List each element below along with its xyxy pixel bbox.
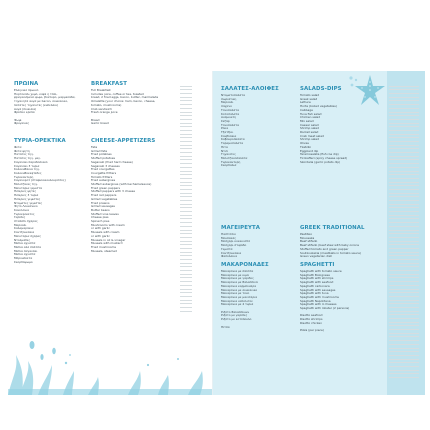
menu-item: Τηγανίτες <box>221 153 236 157</box>
menu-item: Tzatziki <box>300 145 311 149</box>
menu-item: Mussels with mustard <box>91 242 123 246</box>
menu-item: Moussaka <box>300 236 315 240</box>
menu-item: Μακαρόνια με 4 τυριά <box>221 303 254 307</box>
menu-item: Ελληνικό πρωινό <box>14 89 39 92</box>
menu-item: Stuffed aubergines (with bechamelsauce) <box>91 183 152 187</box>
menu-item: Ντολμάδες <box>14 238 31 242</box>
menu-item: Fried prawns <box>91 201 110 205</box>
menu-item: Πίτα <box>221 145 228 149</box>
menu-item: Ντομάτες γεμιστές <box>14 201 43 205</box>
menu-item: Saganaki 3 cheeses <box>91 164 120 168</box>
menu-item: Κολοκυθάκια τηγ. <box>14 168 40 172</box>
menu-item: Risotto seafood <box>300 314 323 318</box>
menu-item: Κανελόνια <box>14 208 29 212</box>
menu-item: Crab meat salad <box>300 134 324 138</box>
section-proina <box>14 81 88 126</box>
menu-item: Stuffed tomato and green pepper <box>300 247 349 251</box>
menu-item: Καβουροσαλάτα <box>221 138 245 142</box>
menu-item: tomato, mushrooms) <box>91 103 122 107</box>
menu-item: Μύδια σαγανάκι <box>14 249 38 253</box>
menu-item: Φασολάκια <box>221 255 237 259</box>
menu-item: Γαρίδες <box>14 216 26 220</box>
section-title: BREAKFAST <box>91 81 127 87</box>
section-title: ΜΑΓΕΙΡΕΥΤΑ <box>221 225 261 231</box>
menu-item: Σαγανάκι παραδοσιακό <box>14 160 48 164</box>
menu-item: Courgette fritters <box>91 171 117 175</box>
menu-item: Μύδια αλλ σάλτσα <box>14 245 41 249</box>
menu-item: Horta (boiled vegetables) <box>300 105 337 109</box>
menu-item: Taramosalata (fish roe dip) <box>300 153 339 157</box>
menu-item: Beef stifado <box>300 240 318 244</box>
menu-item: Spaghetti with lobster (2 persons) <box>300 307 350 311</box>
menu-item: Bread <box>91 118 100 122</box>
menu-item: Spaghetti Napolitana <box>300 299 331 303</box>
price-column <box>180 83 192 312</box>
menu-item: Green vegetarian dish <box>300 255 333 259</box>
menu-left-page <box>8 71 213 395</box>
menu-item: Σκορδαλιά <box>221 164 237 168</box>
menu-item: Ρόκα <box>221 127 229 131</box>
menu-item: Spinach pies <box>91 220 110 224</box>
menu-item: Μαρούλι <box>14 223 27 227</box>
menu-item: Ριζότο με κοτόπουλο <box>221 318 252 322</box>
menu-item: πατάτες τηγανιτές (κυπελάκι) <box>14 103 59 107</box>
menu-item: Ψητό Λουκάνικο <box>14 205 38 209</box>
menu-item: Spaghetti with tuna <box>300 292 329 296</box>
menu-item: Spaghetti with seafood <box>300 281 334 285</box>
menu-item: Skordalia (garlic potato dip) <box>300 160 341 164</box>
menu-item: Πιπεριές γεμιστές <box>14 197 41 201</box>
section-spaghetti <box>300 262 380 333</box>
menu-item: Τονοσαλάτα <box>221 108 239 112</box>
menu-item: Καλαμαράκια <box>14 227 34 231</box>
menu-item: Μελιτζανοσαλάτα <box>221 156 248 160</box>
menu-item: Soutzoukakia (meatballs in tomato sauce) <box>300 251 361 255</box>
menu-item: Φέτα ψητή <box>14 149 30 153</box>
menu-item: Μοσχάρι στιφάδο <box>221 244 247 248</box>
menu-item: τηγανητά αυγά με bacon, λουκάνικο, <box>14 100 69 104</box>
menu-item: Spaghetti with mushrooms <box>300 295 339 299</box>
menu-item: Full Breakfast <box>91 89 111 92</box>
section-title: CHEESE-APPETIZERS <box>91 138 156 144</box>
menu-item: Pizza (per piece) <box>300 329 324 333</box>
menu-item: Stuffed peppers with 3 cheese <box>91 190 136 194</box>
menu-item: Stuffed vine leaves <box>91 212 119 216</box>
menu-item: Μύδια αχνιστά <box>14 253 36 257</box>
menu-item: Μοσχάρι κοκκινιστό <box>221 240 251 244</box>
section-cheese-appetizers <box>91 138 171 253</box>
menu-item: Φρέσκο κρέπα <box>14 111 35 115</box>
menu-item: Risotto shrimps <box>300 318 323 322</box>
menu-item: Fried aubergines <box>91 179 116 183</box>
menu-item: Κολοκυθοκεφτέδες <box>14 171 42 175</box>
menu-item: Grilled vegetables <box>91 197 118 201</box>
menu-item: Risotto chicken <box>300 321 323 325</box>
section-breakfast <box>91 81 171 126</box>
menu-item: Chicken salad <box>300 116 321 120</box>
menu-item: Μπρουσκέτα <box>14 257 33 261</box>
menu-item: Fried green peppers <box>91 186 120 190</box>
menu-item: Cabbage <box>300 108 313 112</box>
menu-item: Μύδια αχνιστά <box>14 242 36 246</box>
menu-item: Ριζότο θαλασσινών <box>221 310 250 314</box>
menu-item: Σεζάρ <box>221 119 230 123</box>
section-title: ΠΡΩΙΝΑ <box>14 81 39 87</box>
section-title: SALADS-DIPS <box>300 86 342 92</box>
menu-item: Μακαρόνια με τόνο <box>221 292 250 296</box>
menu-item: Πίτσα <box>221 325 230 329</box>
menu-item: Μακαρόνια με μανιτάρια <box>221 295 258 299</box>
menu-item: Cheese pies <box>91 216 109 220</box>
menu-item: Saganaki (fried hard cheese) <box>91 160 133 164</box>
menu-item: Tuna fish salad <box>300 112 322 116</box>
menu-item: Caesar salad <box>300 123 319 127</box>
menu-item: Ντοματοσαλάτα <box>221 94 245 97</box>
menu-item: Greek salad <box>300 97 318 101</box>
menu-item: Mix salad <box>300 119 314 123</box>
menu-item: Mushrooms with cream <box>91 223 125 227</box>
menu-item: Spaghetti with tomato sauce <box>300 270 342 273</box>
menu-item: Φρυγανιές <box>14 122 30 126</box>
menu-item: Μακαρόνια καρμπονάρα <box>221 284 257 288</box>
menu-item: Eggplant dip <box>300 149 319 153</box>
section-salates <box>221 86 297 168</box>
menu-item: Λάχανο <box>221 105 232 109</box>
menu-item: Σαγανάκι 3 τυριά <box>14 164 40 168</box>
menu-item: Fried mushrooms <box>91 245 116 249</box>
menu-item: bread, 2 fried eggs, bacon, butter, marmalade <box>91 96 159 100</box>
menu-right-page <box>213 71 425 395</box>
menu-item: Ντιπ <box>221 149 228 153</box>
menu-item: Μελιτζάνες τηγ. <box>14 183 38 187</box>
section-greek-traditional <box>300 225 380 259</box>
menu-item: Mussels, steamed <box>91 249 117 253</box>
menu-item: Spaghetti with sausages <box>300 288 336 292</box>
menu-item: Stuffed potatoes <box>91 157 116 161</box>
section-tyria-orektika <box>14 138 88 265</box>
menu-item: Garlic bread <box>91 122 109 126</box>
menu-item: Olives <box>300 142 309 146</box>
menu-item: Ανάμεικτη <box>221 116 237 120</box>
coral-reef-icon <box>8 325 213 395</box>
menu-item: Φέτα <box>14 146 22 149</box>
menu-item: Μακαρόνια με κιμά <box>221 273 249 277</box>
starfish-icon <box>347 74 361 92</box>
menu-item: Shrimp salad <box>300 127 319 131</box>
menu-item: Μανιτάρια σχάρας <box>14 234 42 238</box>
menu-item: Lettuce <box>300 101 311 105</box>
menu-item: Σαγανοροτ (σταφυλοκουλουρίτσες) <box>14 179 66 183</box>
menu-item: Μακαρόνια ναπολιτέν <box>221 299 253 303</box>
menu-item: Ταραμοσαλάτα <box>221 142 244 146</box>
menu-item: Μανιτάρια γεμιστά <box>14 186 42 190</box>
menu-item: Ριζότο με γαρίδες <box>221 314 248 318</box>
menu-item: Μακαρόνια με λουκάνικο <box>221 288 258 292</box>
menu-item: Σκορδόψωμο <box>14 260 33 264</box>
menu-item: Rocket salad <box>300 131 319 135</box>
section-mageirefta <box>221 225 297 259</box>
menu-item: Χωριάτικη <box>221 97 237 101</box>
menu-item: Τονοσαλάτα <box>221 123 239 127</box>
section-title: ΜΑΚΑΡΟΝΑΔΕΣ <box>221 262 269 268</box>
menu-item: Spaghetti with shrimps <box>300 277 334 281</box>
menu-item: Grilled sausages <box>91 205 115 209</box>
menu-item: Mussels with cream <box>91 231 120 235</box>
menu-item: Butter beans <box>91 208 110 212</box>
menu-item: Τυροκαυτερή <box>14 175 34 179</box>
menu-item: Grilled feta <box>91 149 108 153</box>
menu-item: Τυροκροκέτες <box>14 212 35 216</box>
menu-item: or with garlic <box>91 227 110 231</box>
menu-item: Σουτζουκάκια <box>14 231 35 235</box>
menu-item: Ψωμί <box>14 118 22 122</box>
menu-item: Πατάτες τηγ. <box>14 153 34 157</box>
menu-item: Παστίτσιο <box>221 233 236 236</box>
section-title: ΤΥΡΙΑ-ΟΡΕΚΤΙΚΑ <box>14 138 66 144</box>
menu-item: Club sandwich <box>91 107 112 111</box>
section-makaronades <box>221 262 297 329</box>
menu-item: Κοτοσαλάτα <box>221 112 240 116</box>
menu-item: Τυροκαυτερή <box>221 160 241 164</box>
section-title: SPAGHETTI <box>300 262 335 268</box>
section-title: ΣΑΛΑΤΕΣ-ΑΛΟΙΦΕΣ <box>221 86 279 92</box>
menu-item: Shrimp salad <box>300 138 319 142</box>
menu-item: Μουσακάς <box>221 236 236 240</box>
price-line <box>389 374 419 378</box>
menu-item: Μακαρόνια με σάλτσα <box>221 270 254 273</box>
menu-item: Fried potatoes <box>91 153 112 157</box>
menu-item: Omelette (your choice: ham, bacon, cheese, <box>91 100 156 104</box>
menu-item: Spaghetti Bolognese <box>300 273 330 277</box>
menu-item: Includes juice, coffee or tea, toasted <box>91 92 144 96</box>
menu-item: Πιπεριές ψητές <box>14 190 37 194</box>
menu-item: Feta <box>91 146 98 149</box>
menu-item: Χταπόδι σχάρας <box>14 220 38 224</box>
menu-item: Beef stifado (beef stew with baby onions <box>300 244 360 248</box>
menu-item: Fried red peppers <box>91 194 117 198</box>
menu-item: Pastitsio <box>300 233 313 236</box>
menu-item: Tomato salad <box>300 94 320 97</box>
menu-item: Μακαρόνια με γαρίδες <box>221 277 254 281</box>
menu-item: Fresh orange juice <box>91 111 118 115</box>
menu-item: Πιπεριές 3 τυριά <box>14 194 39 198</box>
menu-item: or with garlic <box>91 234 110 238</box>
menu-item: Μακαρόνια με θαλασσινά <box>221 281 258 285</box>
menu-item: Σουβλάκια <box>221 134 237 138</box>
menu-item: Μαρούλι <box>221 101 234 105</box>
section-title: GREEK TRADITIONAL <box>300 225 365 231</box>
menu-item: Spaghetti with 4 cheeses <box>300 303 337 307</box>
menu-item: Γεμιστά <box>221 247 233 251</box>
menu-item: Mussels in oil & vinegar <box>91 238 126 242</box>
menu-item: Αυγά (ποικιλία) <box>14 107 37 111</box>
menu-item: φρυγανισμένο ψωμί, βούτυρο, μαρμελάδα, <box>14 96 76 100</box>
menu-item: Spaghetti carbonara <box>300 284 330 288</box>
menu-item: Fried courgettes <box>91 168 115 172</box>
menu-item: Πορτοκάλι χυμό, καφέ ή τσάι, <box>14 92 58 96</box>
price-column <box>389 83 419 378</box>
price-line <box>180 308 192 312</box>
menu-item: Σουτζουκάκια <box>221 251 242 255</box>
menu-item: Τζατζίκι <box>221 131 234 135</box>
menu-item: Tirokafteri (spicy cheese spread) <box>300 156 348 160</box>
menu-item: Tomato fritters <box>91 175 113 179</box>
menu-item: Πατάτες τηγ. μεγ. <box>14 157 41 161</box>
